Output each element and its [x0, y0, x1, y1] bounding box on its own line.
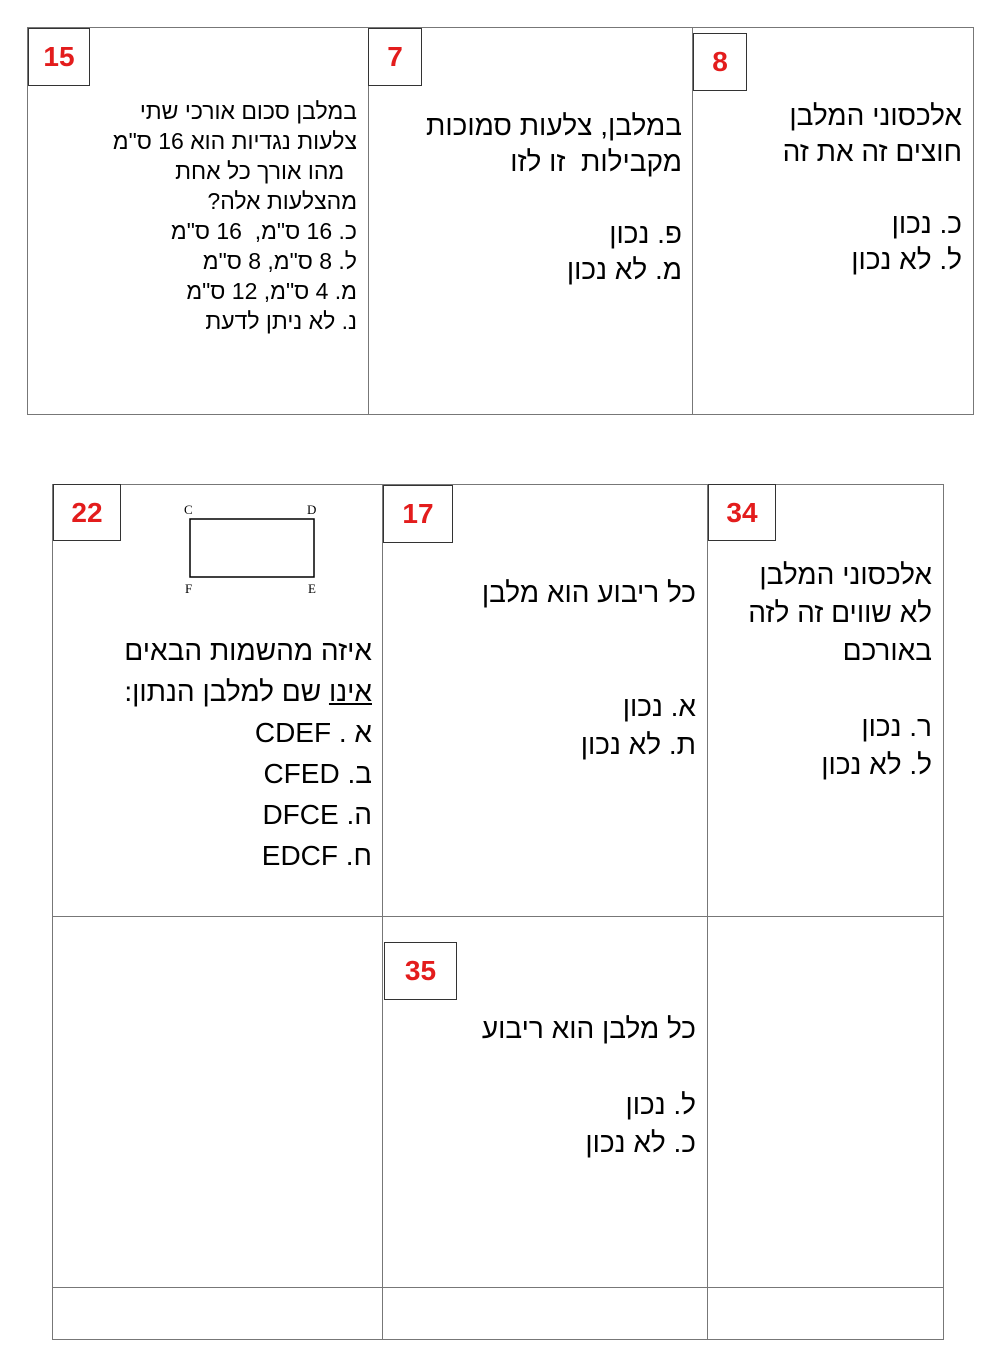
- question-22-line-2-rest: שם למלבן הנתון:: [124, 676, 329, 707]
- question-22-line: איזה מהשמות הבאים: [124, 635, 372, 666]
- question-22-line-2: [52, 671, 372, 712]
- question-15-line: ל. 8 ס"מ, 8 ס"מ: [202, 248, 357, 274]
- card-number-22: 22: [53, 484, 121, 541]
- question-8-line: כ. נכון: [891, 208, 962, 239]
- vertex-label-c: C: [184, 502, 193, 517]
- vertex-label-d: D: [307, 502, 317, 517]
- question-34: [707, 556, 932, 784]
- question-15-line: צלעות נגדיות הוא 16 ס"מ: [112, 128, 357, 154]
- question-7-line: מקבילות זו לזו: [510, 146, 682, 177]
- question-8-line: חוצים זה את זה: [782, 136, 962, 167]
- question-15: [37, 96, 357, 336]
- question-15-line: מהו אורך כל אחת: [175, 158, 357, 184]
- question-8-line: [722, 170, 962, 206]
- question-34-line: [707, 670, 932, 708]
- question-17-line: כל ריבוע הוא מלבן: [481, 577, 696, 608]
- question-34-line: ל. לא נכון: [821, 749, 932, 780]
- underlined-word: אינו: [328, 676, 372, 707]
- question-15-line: כ. 16 ס"מ, 16 ס"מ: [170, 218, 357, 244]
- vertex-label-e: E: [308, 581, 316, 596]
- question-22-option: ב. CFED: [263, 758, 372, 789]
- bottom-cell-empty-left: [52, 916, 383, 1288]
- question-15-line: מהצלעות אלה?: [207, 188, 357, 214]
- question-22-option: ה. DFCE: [262, 799, 372, 830]
- question-35-line: כ. לא נכון: [585, 1127, 696, 1158]
- question-35-line: ל. נכון: [625, 1089, 696, 1120]
- card-number-7: 7: [368, 28, 422, 86]
- question-7-line: מ. לא נכון: [566, 254, 682, 285]
- question-22: [52, 630, 372, 876]
- bottom-row-empty-2: [382, 1287, 708, 1340]
- question-22-option: א . CDEF: [254, 717, 372, 748]
- bottom-row-empty-3: [707, 1287, 944, 1340]
- rectangle-diagram: [180, 500, 330, 600]
- question-17-line: ת. לא נכון: [580, 729, 696, 760]
- question-7-line: פ. נכון: [609, 218, 682, 249]
- rectangle-shape: [190, 519, 314, 577]
- question-7: [382, 108, 682, 288]
- bottom-row-empty-1: [52, 1287, 383, 1340]
- question-7-line: [382, 180, 682, 216]
- question-17: [396, 574, 696, 764]
- question-17-line: א. נכון: [622, 691, 696, 722]
- question-8-line: אלכסוני המלבן: [789, 100, 962, 131]
- question-15-line: נ. לא ניתן לדעת: [205, 308, 357, 334]
- question-8: [722, 98, 962, 278]
- question-15-line: במלבן סכום אורכי שתי: [139, 98, 357, 124]
- question-35-line: [396, 1048, 696, 1086]
- card-number-35: 35: [384, 942, 457, 1000]
- question-17-line: [396, 650, 696, 688]
- question-35-line: כל מלבן הוא ריבוע: [481, 1013, 696, 1044]
- question-34-line: אלכסוני המלבן: [759, 559, 932, 590]
- card-number-34: 34: [708, 484, 776, 541]
- question-7-line: במלבן, צלעות סמוכות: [426, 110, 682, 141]
- question-34-line: לא שווים זה לזה: [748, 597, 932, 628]
- question-8-line: ל. לא נכון: [851, 244, 962, 275]
- question-15-line: מ. 4 ס"מ, 12 ס"מ: [186, 278, 357, 304]
- card-number-17: 17: [383, 485, 453, 543]
- question-34-line: באורכם: [842, 635, 932, 666]
- card-number-15: 15: [28, 28, 90, 86]
- question-35: [396, 1010, 696, 1162]
- card-number-8: 8: [693, 33, 747, 91]
- question-34-line: ר. נכון: [861, 711, 932, 742]
- question-17-line: [396, 612, 696, 650]
- question-22-option: ח. EDCF: [261, 840, 372, 871]
- vertex-label-f: F: [185, 581, 193, 596]
- bottom-cell-empty-right: [707, 916, 944, 1288]
